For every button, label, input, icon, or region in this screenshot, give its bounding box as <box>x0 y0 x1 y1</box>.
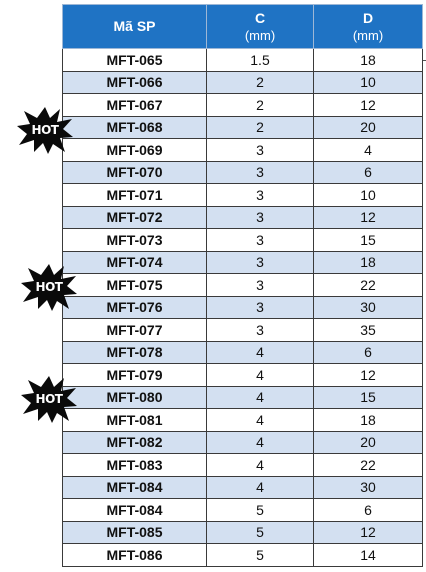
table-row <box>63 229 423 252</box>
header-d-label: D <box>362 9 374 26</box>
table-row <box>63 521 423 544</box>
table-row <box>63 251 423 274</box>
table-row <box>63 386 423 409</box>
cell-code: MFT-071 <box>63 184 207 207</box>
cell-code: MFT-065 <box>63 49 207 72</box>
cell-d: 20 <box>314 431 423 454</box>
cell-d: 30 <box>314 476 423 499</box>
cell-code: MFT-076 <box>63 296 207 319</box>
cell-c: 3 <box>207 139 314 162</box>
product-spec-table <box>62 4 423 567</box>
cell-c: 3 <box>207 274 314 297</box>
header-c-unit: (mm) <box>244 27 276 43</box>
cell-d: 22 <box>314 274 423 297</box>
header-d <box>314 5 423 49</box>
table-row <box>63 274 423 297</box>
cell-d: 15 <box>314 229 423 252</box>
cell-d: 6 <box>314 161 423 184</box>
cell-code: MFT-086 <box>63 544 207 567</box>
cell-c: 5 <box>207 521 314 544</box>
table-row <box>63 116 423 139</box>
cell-code: MFT-083 <box>63 454 207 477</box>
cell-c: 2 <box>207 116 314 139</box>
cell-d: 10 <box>314 71 423 94</box>
hot-badge <box>20 374 78 424</box>
table-row <box>63 476 423 499</box>
table-row <box>63 71 423 94</box>
cell-d: 12 <box>314 94 423 117</box>
cell-code: MFT-079 <box>63 364 207 387</box>
hot-badge <box>20 262 78 312</box>
cell-c: 3 <box>207 296 314 319</box>
cell-c: 4 <box>207 364 314 387</box>
cell-c: 3 <box>207 184 314 207</box>
cell-code: MFT-084 <box>63 476 207 499</box>
cell-c: 4 <box>207 431 314 454</box>
header-c-label: C <box>254 9 266 26</box>
cell-d: 12 <box>314 521 423 544</box>
table-body <box>63 49 423 567</box>
cell-code: MFT-085 <box>63 521 207 544</box>
cell-d: 35 <box>314 319 423 342</box>
cell-c: 5 <box>207 499 314 522</box>
cell-d: 12 <box>314 206 423 229</box>
cell-code: MFT-077 <box>63 319 207 342</box>
cell-c: 4 <box>207 409 314 432</box>
cell-c: 2 <box>207 94 314 117</box>
cell-d: 15 <box>314 386 423 409</box>
cell-c: 3 <box>207 251 314 274</box>
table-row <box>63 364 423 387</box>
cell-code: MFT-069 <box>63 139 207 162</box>
header-d-unit: (mm) <box>352 27 384 43</box>
cell-c: 1.5 <box>207 49 314 72</box>
cell-d: 6 <box>314 499 423 522</box>
cell-code: MFT-081 <box>63 409 207 432</box>
cell-c: 4 <box>207 454 314 477</box>
table-row <box>63 499 423 522</box>
table-row <box>63 454 423 477</box>
cell-c: 2 <box>207 71 314 94</box>
cell-d: 18 <box>314 409 423 432</box>
cell-c: 4 <box>207 386 314 409</box>
product-spec-table-wrapper <box>62 4 422 567</box>
cell-code: MFT-067 <box>63 94 207 117</box>
table-row <box>63 161 423 184</box>
cell-d: 6 <box>314 341 423 364</box>
hot-badge-label: HOT <box>35 392 63 406</box>
cell-code: MFT-074 <box>63 251 207 274</box>
hot-badge-label: HOT <box>35 280 63 294</box>
cell-c: 3 <box>207 319 314 342</box>
cell-code: MFT-078 <box>63 341 207 364</box>
cell-code: MFT-066 <box>63 71 207 94</box>
hot-badge-label: HOT <box>31 123 59 137</box>
table-row <box>63 431 423 454</box>
cell-c: 5 <box>207 544 314 567</box>
header-c <box>207 5 314 49</box>
cell-d: 20 <box>314 116 423 139</box>
cell-code: MFT-082 <box>63 431 207 454</box>
table-header-row <box>63 5 423 49</box>
table-row <box>63 94 423 117</box>
cell-d: 30 <box>314 296 423 319</box>
cell-c: 3 <box>207 161 314 184</box>
table-row <box>63 296 423 319</box>
cell-code: MFT-084 <box>63 499 207 522</box>
cell-code: MFT-068 <box>63 116 207 139</box>
table-row <box>63 206 423 229</box>
cell-code: MFT-075 <box>63 274 207 297</box>
cell-d: 4 <box>314 139 423 162</box>
cell-d: 22 <box>314 454 423 477</box>
table-row <box>63 544 423 567</box>
table-row <box>63 409 423 432</box>
cell-c: 3 <box>207 229 314 252</box>
cell-d: 14 <box>314 544 423 567</box>
cell-code: MFT-072 <box>63 206 207 229</box>
cell-code: MFT-070 <box>63 161 207 184</box>
cell-d: 18 <box>314 251 423 274</box>
cell-code: MFT-080 <box>63 386 207 409</box>
cell-d: 10 <box>314 184 423 207</box>
table-row <box>63 319 423 342</box>
cell-code: MFT-073 <box>63 229 207 252</box>
cell-d: 18 <box>314 49 423 72</box>
header-code: Mã SP <box>63 5 207 49</box>
table-row <box>63 49 423 72</box>
table-row <box>63 341 423 364</box>
cell-c: 4 <box>207 341 314 364</box>
cell-d: 12 <box>314 364 423 387</box>
cell-c: 4 <box>207 476 314 499</box>
hot-badge <box>16 105 74 155</box>
table-row <box>63 139 423 162</box>
table-row <box>63 184 423 207</box>
cell-c: 3 <box>207 206 314 229</box>
